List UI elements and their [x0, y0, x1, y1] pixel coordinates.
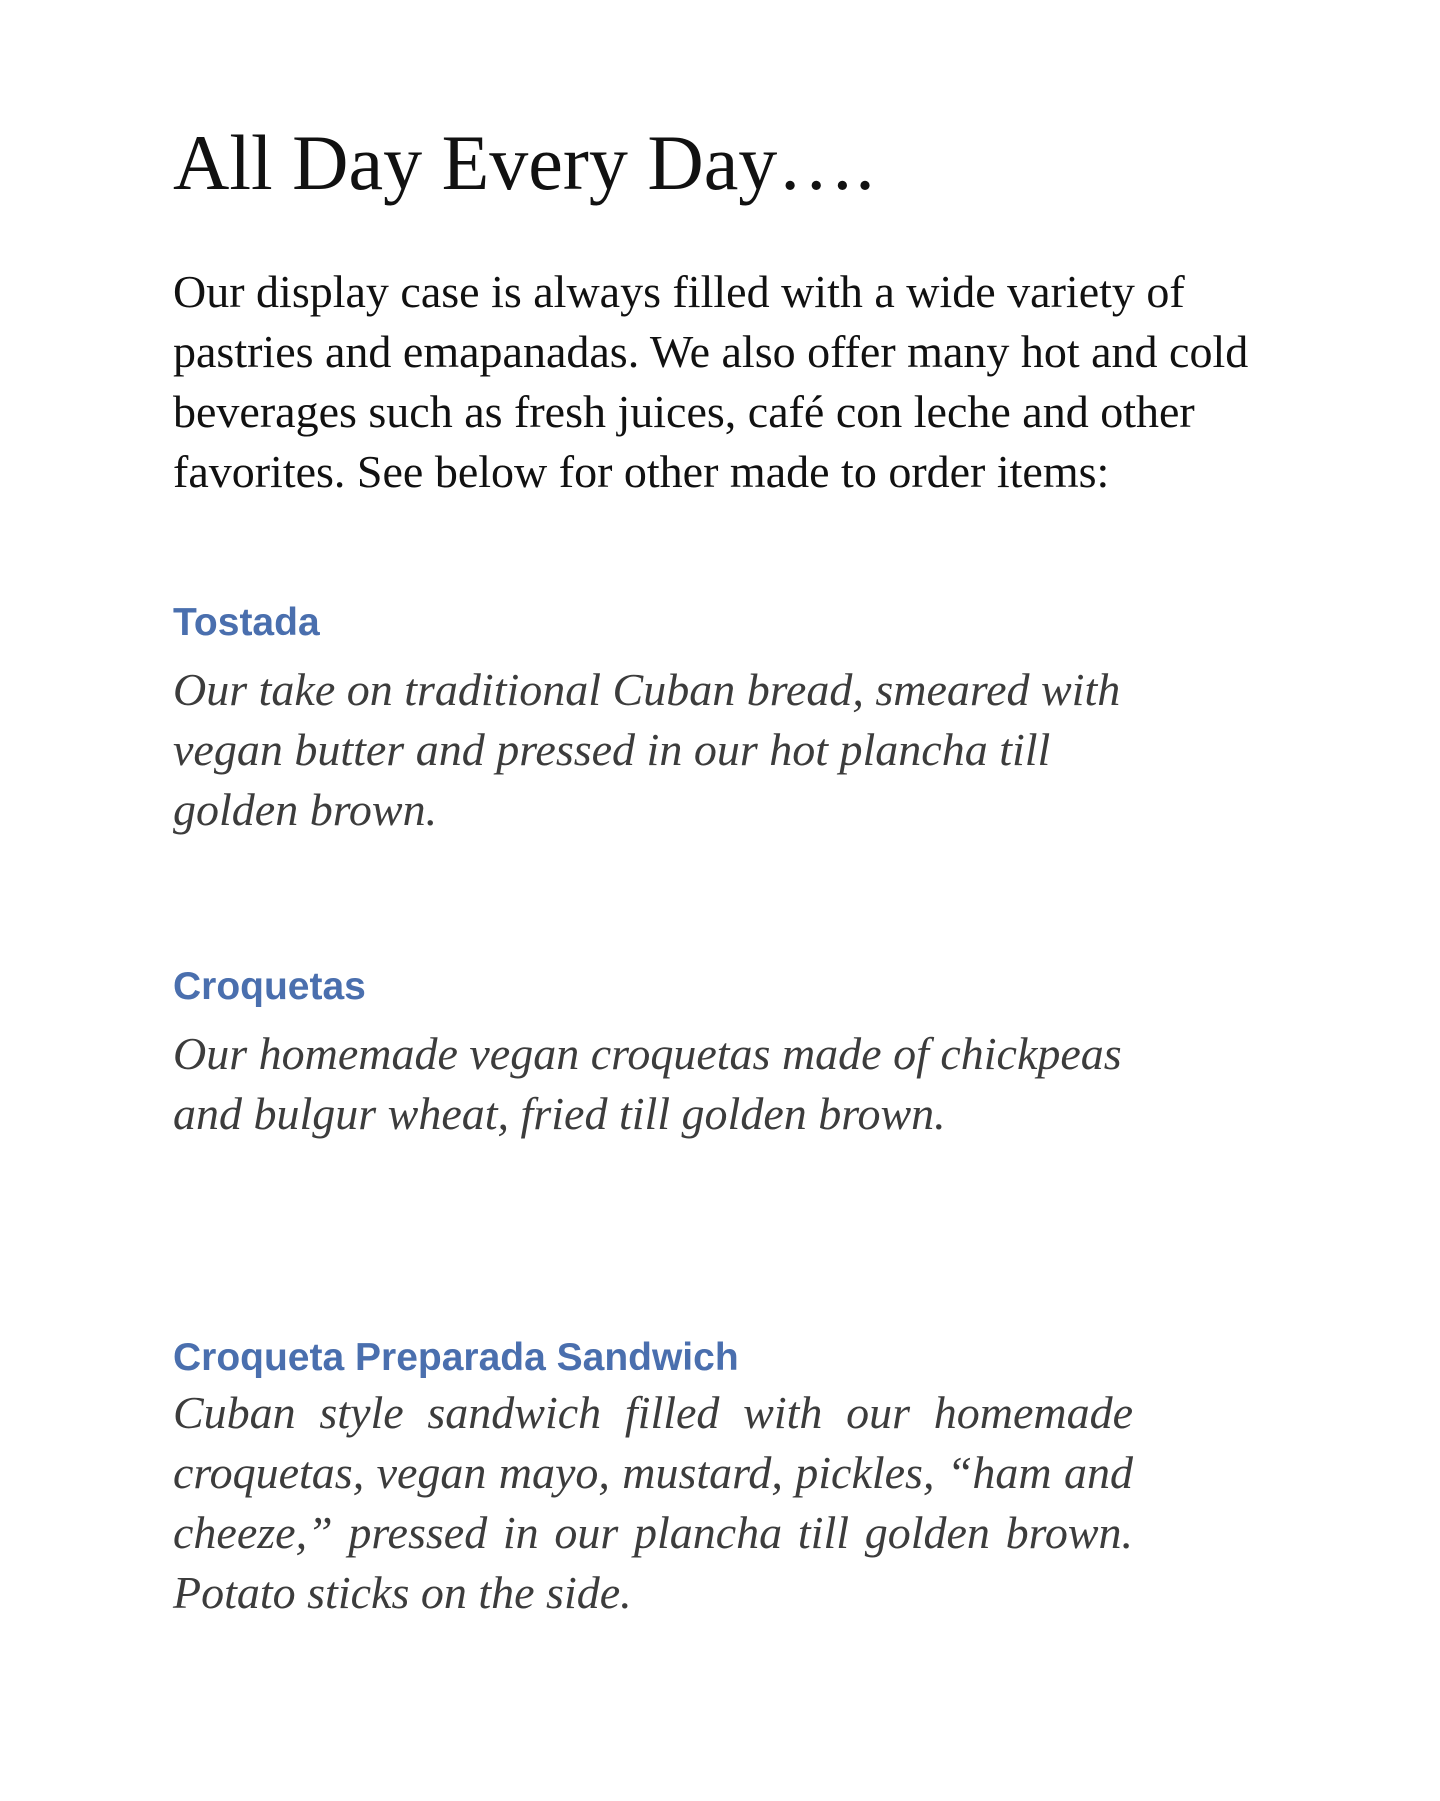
intro-paragraph: Our display case is always filled with a wide variety of pastries and emapanadas. We also offer many hot and cold beverages such as fresh juices, café con leche and other favorites. See below for other made to order items: — [173, 266, 1249, 497]
item-title-croqueta-preparada-sandwich: Croqueta Preparada Sandwich — [173, 1336, 739, 1379]
page-title: All Day Every Day…. — [173, 119, 875, 206]
item-description-tostada: Our take on traditional Cuban bread, smeared with vegan butter and pressed in our hot plancha till golden brown. — [173, 664, 1121, 835]
item-description-croquetas: Our homemade vegan croquetas made of chickpeas and bulgur wheat, fried till golden brown. — [173, 1028, 1122, 1139]
item-description-croqueta-preparada-sandwich: Cuban style sandwich filled with our homemade croquetas, vegan mayo, mustard, pickles, “ham and cheeze,” pressed in our plancha till golden brown. Potato sticks on the side. — [173, 1387, 1133, 1618]
item-title-croquetas: Croquetas — [173, 965, 366, 1008]
item-title-tostada: Tostada — [173, 601, 320, 644]
